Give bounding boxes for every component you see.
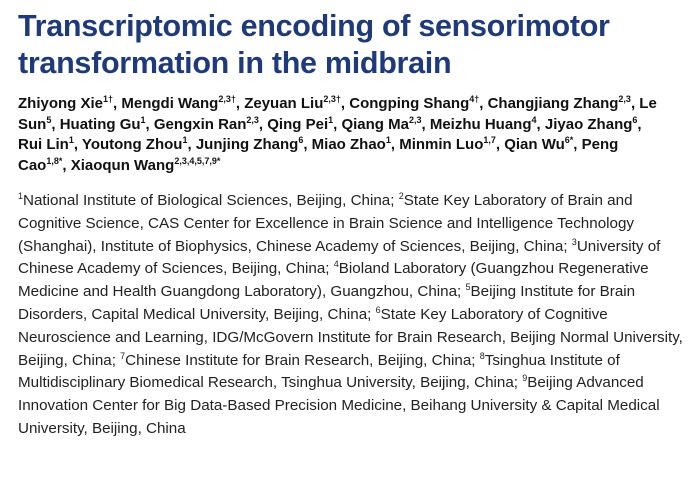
author-name: Minmin Luo <box>399 136 484 153</box>
paper-header <box>18 0 694 441</box>
affiliation-list <box>18 190 686 441</box>
author <box>244 95 341 112</box>
author <box>430 116 537 133</box>
author <box>154 116 259 133</box>
author-affiliation-marker: 1 <box>182 135 188 145</box>
affiliation-text: National Institute of Biological Sciences, Beijing, China; <box>23 192 399 209</box>
author <box>121 95 235 112</box>
author <box>196 136 304 153</box>
author <box>18 95 113 112</box>
affiliation-number: 4 <box>333 259 339 270</box>
author-name: Miao Zhao <box>311 136 386 153</box>
affiliation-number: 8 <box>479 350 485 361</box>
affiliation-text: Chinese Institute for Brain Research, Beijing, China; <box>125 351 480 369</box>
author-affiliation-marker: 4† <box>469 94 480 104</box>
affiliation-number: 1 <box>18 191 24 201</box>
author <box>349 95 479 112</box>
affiliation-number: 7 <box>120 350 126 361</box>
author-affiliation-marker: 2,3 <box>618 94 631 104</box>
author-name: Rui Lin <box>18 136 69 153</box>
author-affiliation-marker: 2,3† <box>323 94 341 104</box>
paper-title: Transcriptomic encoding of sensorimotor transformation in the midbrain <box>18 9 610 80</box>
author <box>312 136 391 153</box>
author-affiliation-marker: 2,3 <box>408 114 422 125</box>
author-affiliation-marker: 4 <box>531 114 537 125</box>
author <box>267 116 333 133</box>
affiliation-number: 6 <box>375 304 381 315</box>
author <box>82 136 188 153</box>
author-name: Congping Shang <box>349 95 470 112</box>
author-name: Zeyuan Liu <box>244 95 324 112</box>
affiliation-text: State Key Laboratory of Cognitive Neuroscience and Learning, IDG/McGovern Institute for Brain Research, Beijing Normal University, Beijing, China; <box>18 305 683 369</box>
affiliation-text: Beijing Institute for Brain Disorders, Capital Medical University, Beijing, China; <box>18 283 636 323</box>
author-affiliation-marker: 1 <box>140 114 146 125</box>
author-affiliation-marker: 1† <box>103 94 114 104</box>
author-name: Gengxin Ran <box>153 115 247 133</box>
author-name: Qiang Ma <box>341 115 409 133</box>
author-name: Huating Gu <box>59 115 141 133</box>
affiliation-text: Beijing Advanced Innovation Center for Big Data-Based Precision Medicine, Beihang University & Capital Medical University, Beijing, China <box>18 374 660 437</box>
affiliation <box>18 192 399 209</box>
author-list: Zhiyong Xie$^{1\dagger}$, Mengdi Wang$^{2,3\dagger}$, Zeyuan Liu$^{2,3\dagger}$, Congping Shang$^{4\dagger}$, Changjiang Zhang$^{2,3}$, Le Sun$^5$, Huating Gu$^1$, Gengxin Ran$^{2,3}$, Qing Pei$^1$, Qiang Ma$^{2,3}$, Meizhu Huang$^4$, Jiyao Zhang$^6$, Rui Lin$^1$, Youtong Zhou$^1$, Junjing Zhang$^6$, Miao Zhao$^1$, Minmin Luo$^{1,7}$, Qian $Wu^{6*}$, Peng Cao$^{1,8*}$, Xiaoqun Wang$^{2,3,4,5,7,9*}$ <box>18 94 657 174</box>
author <box>71 157 221 174</box>
author <box>545 116 638 133</box>
affiliation-number: 3 <box>571 236 577 247</box>
affiliation-number: 9 <box>522 373 528 384</box>
author-affiliation-marker: 6 <box>632 114 638 125</box>
author <box>60 116 146 133</box>
affiliation-number: 2 <box>398 191 404 201</box>
author-name: Le Sun <box>18 95 657 133</box>
author-name: Mengdi Wang <box>121 95 219 112</box>
author-affiliation-marker: 1,7 <box>483 135 496 145</box>
author-name: Jiyao Zhang <box>544 115 633 133</box>
author-affiliation-marker: 1 <box>385 135 391 145</box>
affiliation-text: State Key Laboratory of Brain and Cognitive Science, CAS Center for Excellence in Brain Science and Intelligence Technology (Shanghai), Institute of Biophysics, Chinese Academy of Sciences, Beijing, China; <box>18 192 635 255</box>
author-affiliation-marker: 2,3† <box>218 94 236 104</box>
author <box>399 136 496 153</box>
affiliation-number: 5 <box>465 282 471 293</box>
author-name: Youtong Zhou <box>81 136 183 153</box>
author <box>18 136 74 153</box>
author-name: Qing Pei <box>267 115 329 133</box>
author-name: Meizhu Huang <box>429 115 532 133</box>
author <box>488 95 631 112</box>
author-name: Xiaoqun Wang <box>70 156 175 174</box>
affiliation-text: University of Chinese Academy of Sciences, Beijing, China; <box>18 237 661 278</box>
author-affiliation-marker: 6* <box>564 135 574 145</box>
author-name: Peng Cao <box>18 136 619 174</box>
author-affiliation-marker: 1 <box>68 135 74 145</box>
author-name: Zhiyong Xie <box>18 95 104 112</box>
affiliation-text: Bioland Laboratory (Guangzhou Regenerative Medicine and Health Guangdong Laboratory), Guangzhou, China; <box>18 260 649 301</box>
author-name: Junjing Zhang <box>195 136 299 153</box>
author-affiliation-marker: 6 <box>298 135 304 145</box>
author-affiliation-marker: 1,8* <box>46 155 63 166</box>
affiliation-text: Tsinghua Institute of Multidisciplinary Biomedical Research, Tsinghua University, Beijing, China; <box>18 351 620 392</box>
author-affiliation-marker: 2,3 <box>246 114 259 125</box>
author-affiliation-marker: 1 <box>328 114 334 125</box>
author-name: Qian Wu <box>504 136 565 153</box>
author-name: Changjiang Zhang <box>487 95 619 112</box>
author <box>341 116 421 133</box>
author <box>504 136 573 153</box>
author-affiliation-marker: 5 <box>46 114 52 125</box>
affiliation <box>120 352 480 369</box>
author-affiliation-marker: 2,3,4,5,7,9* <box>174 155 221 166</box>
